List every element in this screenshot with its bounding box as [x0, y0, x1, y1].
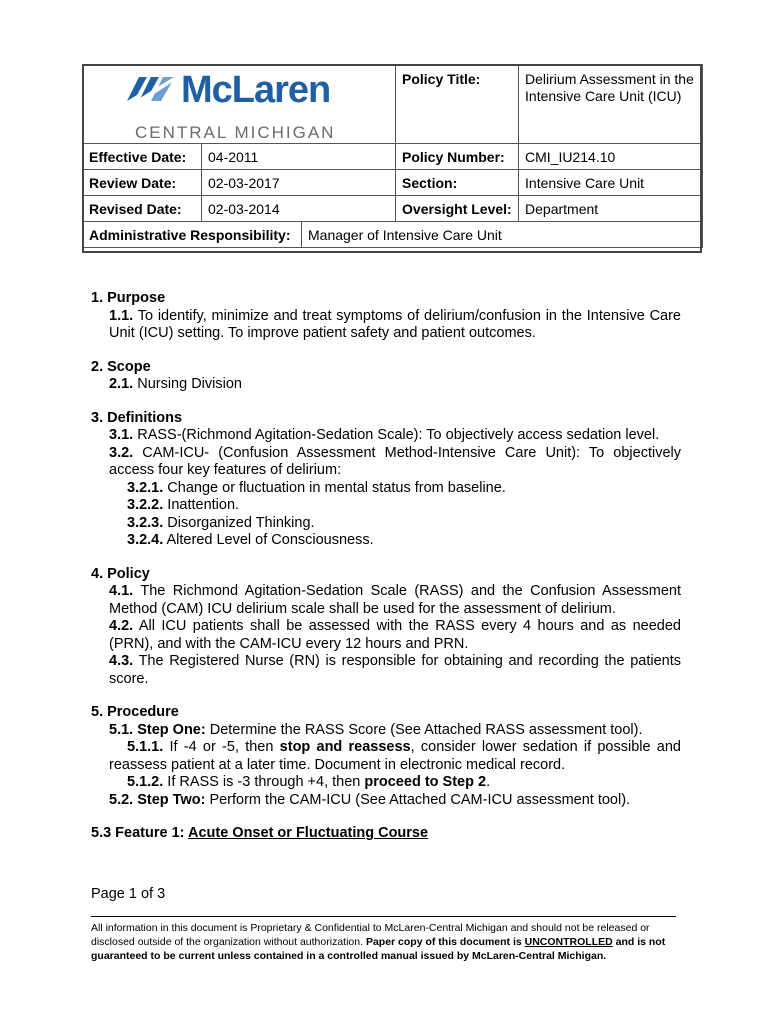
item-text: To identify, minimize and treat symptoms of delirium/confusion in the Intensive Care Unit (ICU) setting. To improve patient safety and patient outcomes. — [109, 307, 681, 341]
section-label: Section: — [396, 170, 519, 196]
scope-heading: 2. Scope — [91, 358, 151, 375]
admin-responsibility-value: Manager of Intensive Care Unit — [302, 222, 703, 248]
item-number: 3.2.3. — [127, 514, 164, 531]
revised-date-label: Revised Date: — [83, 196, 202, 222]
item-text: The Richmond Agitation-Sedation Scale (RASS) and the Confusion Assessment Method (CAM) ICU delirium scale shall be used for the assessment of delirium. — [109, 583, 681, 617]
footer-bold-text: Paper copy of this document is — [365, 936, 525, 948]
item-text: . — [486, 774, 491, 790]
procedure-substep — [91, 774, 681, 792]
procedure-section — [91, 704, 681, 809]
item-number: 5.1.2. — [127, 774, 164, 790]
item-emphasis: proceed to Step 2 — [364, 774, 487, 790]
item-number: 4.3. — [109, 653, 134, 669]
item-emphasis: stop and reassess — [279, 739, 411, 755]
item-text: The Registered Nurse (RN) is responsible for obtaining and recording the patients score. — [109, 653, 681, 687]
revised-date-value: 02-03-2014 — [202, 196, 396, 222]
item-text: Inattention. — [163, 497, 240, 513]
item-number: 1.1. — [109, 307, 134, 324]
list-item — [91, 480, 681, 498]
item-number: 3.2. — [109, 444, 134, 461]
item-number: 3.2.1. — [127, 479, 164, 496]
footer-uncontrolled: UNCONTROLLED — [524, 936, 613, 948]
item-number: 3.2.2. — [127, 497, 164, 513]
policy-number-label: Policy Number: — [396, 144, 519, 170]
feature-prefix: 5.3 Feature 1: — [91, 825, 188, 841]
policy-item — [91, 618, 681, 653]
item-number: 4.1. — [109, 583, 134, 599]
item-text: Altered Level of Consciousness. — [163, 532, 374, 548]
item-text: Nursing Division — [133, 376, 242, 392]
item-number: 3.1. — [109, 427, 134, 443]
step-text: Perform the CAM-ICU (See Attached CAM-ICU assessment tool). — [205, 791, 631, 808]
section-value: Intensive Care Unit — [519, 170, 703, 196]
item-number: 2.1. — [109, 376, 134, 392]
item-text: If RASS is -3 through +4, then — [163, 774, 365, 790]
item-text: CAM-ICU- (Confusion Assessment Method-Intensive Care Unit): To objectively access four key features of delirium: — [109, 444, 681, 478]
review-date-label: Review Date: — [83, 170, 202, 196]
page-number: Page 1 of 3 — [91, 886, 166, 902]
item-text: Disorganized Thinking. — [163, 514, 315, 531]
item-text: Change or fluctuation in mental status from baseline. — [163, 479, 506, 496]
procedure-substep — [91, 739, 681, 774]
policy-title-label: Policy Title: — [396, 65, 519, 144]
item-text: All ICU patients shall be assessed with the RASS every 4 hours and as needed (PRN), and with the CAM-ICU every 12 hours and PRN. — [109, 618, 681, 652]
purpose-item — [91, 308, 681, 343]
procedure-step-one — [91, 722, 681, 740]
purpose-heading: 1. Purpose — [91, 290, 166, 306]
definitions-heading: 3. Definitions — [91, 409, 183, 426]
footer-bold-text: and is not guaranteed to be current unless contained in a controlled manual issued by McLaren-Central Michigan. — [91, 936, 666, 962]
admin-responsibility-label: Administrative Responsibility: — [83, 222, 302, 248]
oversight-level-label: Oversight Level: — [396, 196, 519, 222]
step-label: 5.1. Step One: — [109, 721, 206, 738]
policy-title-value: Delirium Assessment in the Intensive Care Unit (ICU) — [519, 65, 703, 144]
purpose-section — [91, 290, 681, 343]
effective-date-value: 04-2011 — [202, 144, 396, 170]
step-label: 5.2. Step Two: — [109, 791, 206, 808]
item-number: 4.2. — [109, 618, 134, 634]
mclaren-swoosh-icon — [125, 71, 179, 111]
list-item — [91, 515, 681, 533]
item-number: 3.2.4. — [127, 532, 164, 548]
feature-title: Acute Onset or Fluctuating Course — [187, 825, 429, 841]
list-item — [91, 532, 681, 550]
procedure-heading: 5. Procedure — [91, 704, 179, 720]
footer-divider — [91, 916, 676, 917]
definition-rass — [91, 427, 681, 445]
mclaren-logo — [83, 65, 395, 143]
policy-body — [91, 290, 681, 843]
procedure-step-two — [91, 792, 681, 810]
item-text: RASS-(Richmond Agitation-Sedation Scale): To objectively access sedation level. — [133, 427, 660, 443]
policy-heading: 4. Policy — [91, 565, 150, 582]
effective-date-label: Effective Date: — [83, 144, 202, 170]
footer-text: All information in this document is Proprietary & Confidential to McLaren-Central Michigan and should not be released or disclosed outside of the organization without authorization. — [91, 922, 650, 948]
scope-item — [91, 376, 681, 394]
oversight-level-value: Department — [519, 196, 703, 222]
review-date-value: 02-03-2017 — [202, 170, 396, 196]
confidentiality-footer — [91, 921, 681, 963]
definitions-section — [91, 410, 681, 550]
policy-item — [91, 653, 681, 688]
logo-brand-text: McLaren — [181, 69, 331, 111]
policy-number-value: CMI_IU214.10 — [519, 144, 703, 170]
scope-section — [91, 359, 681, 394]
policy-item — [91, 583, 681, 618]
item-text: , consider lower sedation if possible and reassess patient at a later time. Document in electronic medical record. — [109, 739, 681, 773]
list-item — [91, 497, 681, 515]
policy-header-table — [82, 64, 702, 248]
feature-heading — [91, 825, 681, 843]
definition-cam-icu — [91, 445, 681, 480]
logo-subtitle: CENTRAL MICHIGAN — [135, 123, 336, 142]
item-text: If -4 or -5, then — [163, 739, 280, 755]
policy-section — [91, 566, 681, 689]
step-text: Determine the RASS Score (See Attached RASS assessment tool). — [205, 721, 643, 738]
logo-cell — [83, 65, 396, 144]
item-number: 5.1.1. — [127, 739, 164, 755]
